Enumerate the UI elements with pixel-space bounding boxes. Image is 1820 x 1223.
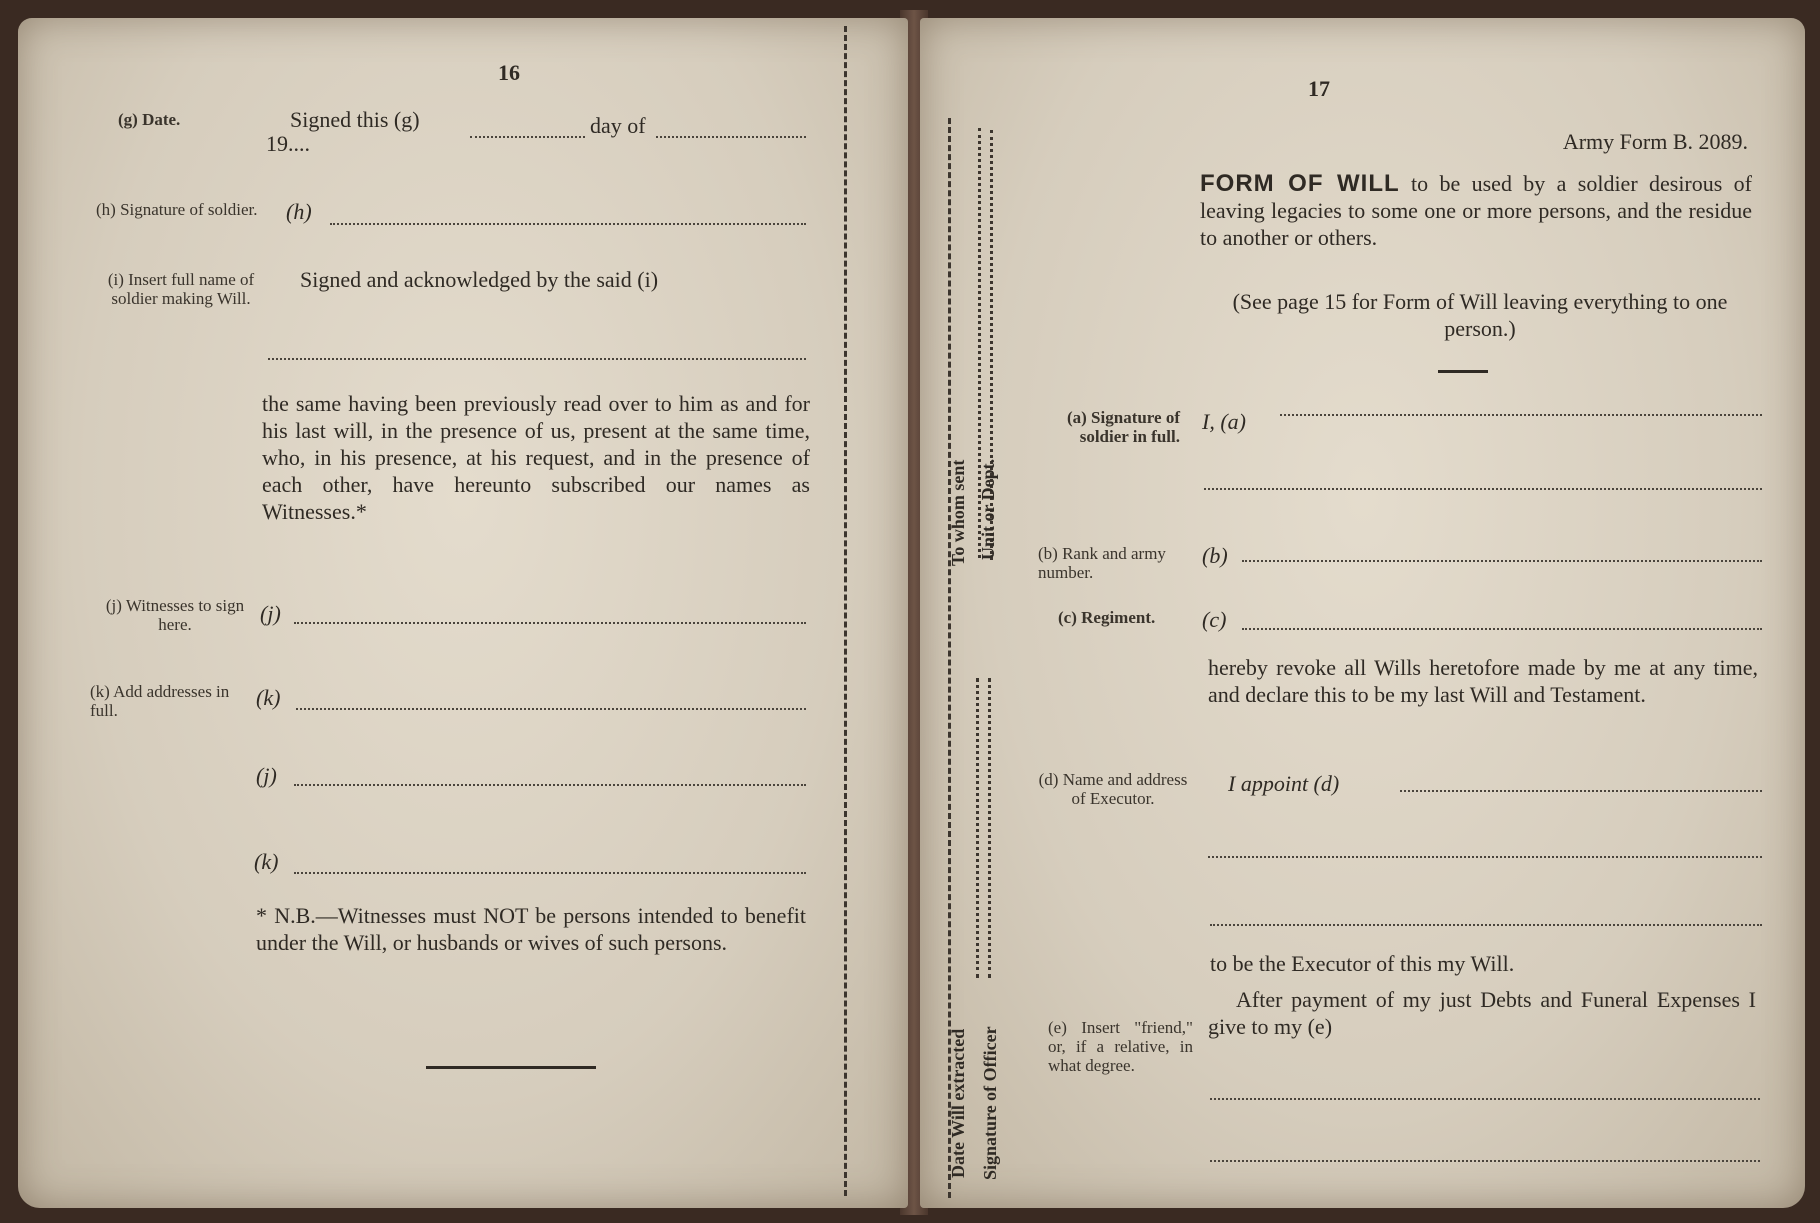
after-payment-text: After payment of my just Debts and Funeral Expenses I give to my (e) bbox=[1208, 987, 1756, 1039]
k-mark-2: (k) bbox=[254, 849, 279, 874]
margin-note-b: (b) Rank and army number. bbox=[1038, 544, 1166, 582]
legacy-line-1 bbox=[1210, 1098, 1760, 1100]
form-number: Army Form B. 2089. bbox=[1562, 129, 1748, 154]
legacy-line-2 bbox=[1210, 1160, 1760, 1162]
executor-line-1 bbox=[1400, 790, 1762, 792]
b-mark: (b) bbox=[1202, 543, 1228, 568]
date-extracted-line bbox=[976, 678, 979, 978]
rank-number-line bbox=[1242, 560, 1762, 562]
witness-2-line bbox=[294, 784, 806, 786]
margin-note-c: (c) Regiment. bbox=[1058, 608, 1156, 627]
h-mark: (h) bbox=[286, 199, 312, 224]
signed-this-label: Signed this (g) bbox=[290, 107, 420, 132]
margin-note-e: (e) Insert "friend," or, if a relative, in what degree. bbox=[1048, 1018, 1193, 1075]
executor-line-3 bbox=[1210, 924, 1762, 926]
margin-note-i: (i) Insert full name of soldier making Will. bbox=[107, 270, 255, 308]
officer-signature-line bbox=[988, 678, 991, 978]
k-mark-1: (k) bbox=[256, 685, 281, 710]
date-extracted-label: Date Will extracted bbox=[948, 1028, 968, 1178]
see-page-note: (See page 15 for Form of Will leaving everything to one person.) bbox=[1232, 289, 1728, 341]
unit-dept-label: Unit or Dept. bbox=[978, 458, 998, 560]
margin-note-j: (j) Witnesses to sign here. bbox=[105, 596, 245, 634]
revoke-text: hereby revoke all Wills heretofore made by me at any time, and declare this to be my last Will and Testament. bbox=[1208, 655, 1758, 707]
witness-1-line bbox=[294, 622, 806, 624]
appoint-label: I appoint (d) bbox=[1228, 771, 1340, 796]
margin-note-h: (h) Signature of soldier. bbox=[96, 200, 258, 219]
margin-note-d: (d) Name and address of Executor. bbox=[1038, 770, 1188, 808]
day-of-label: day of bbox=[590, 113, 646, 138]
address-2-line bbox=[294, 872, 806, 874]
soldier-signature-line bbox=[330, 223, 806, 225]
j-mark-2: (j) bbox=[256, 763, 277, 788]
year-label: 19.... bbox=[266, 131, 310, 156]
left-rule bbox=[426, 1066, 596, 1069]
page-number-17: 17 bbox=[1308, 76, 1330, 101]
margin-note-g: (g) Date. bbox=[118, 110, 181, 129]
c-mark: (c) bbox=[1202, 607, 1227, 632]
right-rule bbox=[1438, 370, 1488, 373]
soldier-full-name-line-2 bbox=[1204, 488, 1762, 490]
margin-note-k: (k) Add addresses in full. bbox=[90, 682, 230, 720]
acknowledged-text: Signed and acknowledged by the said (i) bbox=[300, 267, 659, 292]
right-page bbox=[920, 18, 1805, 1208]
left-page bbox=[18, 18, 908, 1208]
form-heading-text: to be used by a soldier desirous of leaving legacies to some one or more persons, and the residue to another or others. bbox=[1200, 171, 1753, 250]
j-mark-1: (j) bbox=[260, 601, 281, 626]
date-day-line bbox=[470, 136, 585, 138]
officer-signature-label: Signature of Officer bbox=[980, 1026, 1000, 1180]
witness-paragraph: the same having been previously read over to him as and for his last will, in the presence of us, present at the same time, who, in his presence, at his request, and in the presence of each other, have hereunto subscribed our names as Witnesses.* bbox=[262, 391, 810, 524]
address-1-line bbox=[296, 708, 806, 710]
soldier-full-name-line bbox=[1280, 414, 1762, 416]
a-mark: I, (a) bbox=[1202, 409, 1246, 434]
margin-note-a: (a) Signature of soldier in full. bbox=[1066, 408, 1180, 446]
executor-line-2 bbox=[1208, 856, 1762, 858]
form-heading bbox=[1200, 170, 1752, 251]
form-title: FORM OF WILL bbox=[1200, 170, 1400, 197]
soldier-name-line bbox=[268, 358, 806, 360]
nb-note: * N.B.—Witnesses must NOT be persons intended to benefit under the Will, or husbands or wives of such persons. bbox=[256, 903, 806, 955]
perforation-left bbox=[844, 26, 847, 1196]
page-number-16: 16 bbox=[498, 60, 520, 85]
executor-sentence: to be the Executor of this my Will. bbox=[1210, 951, 1515, 976]
date-month-line bbox=[656, 136, 806, 138]
to-whom-sent-label: To whom sent bbox=[948, 459, 968, 566]
regiment-line bbox=[1242, 628, 1762, 630]
